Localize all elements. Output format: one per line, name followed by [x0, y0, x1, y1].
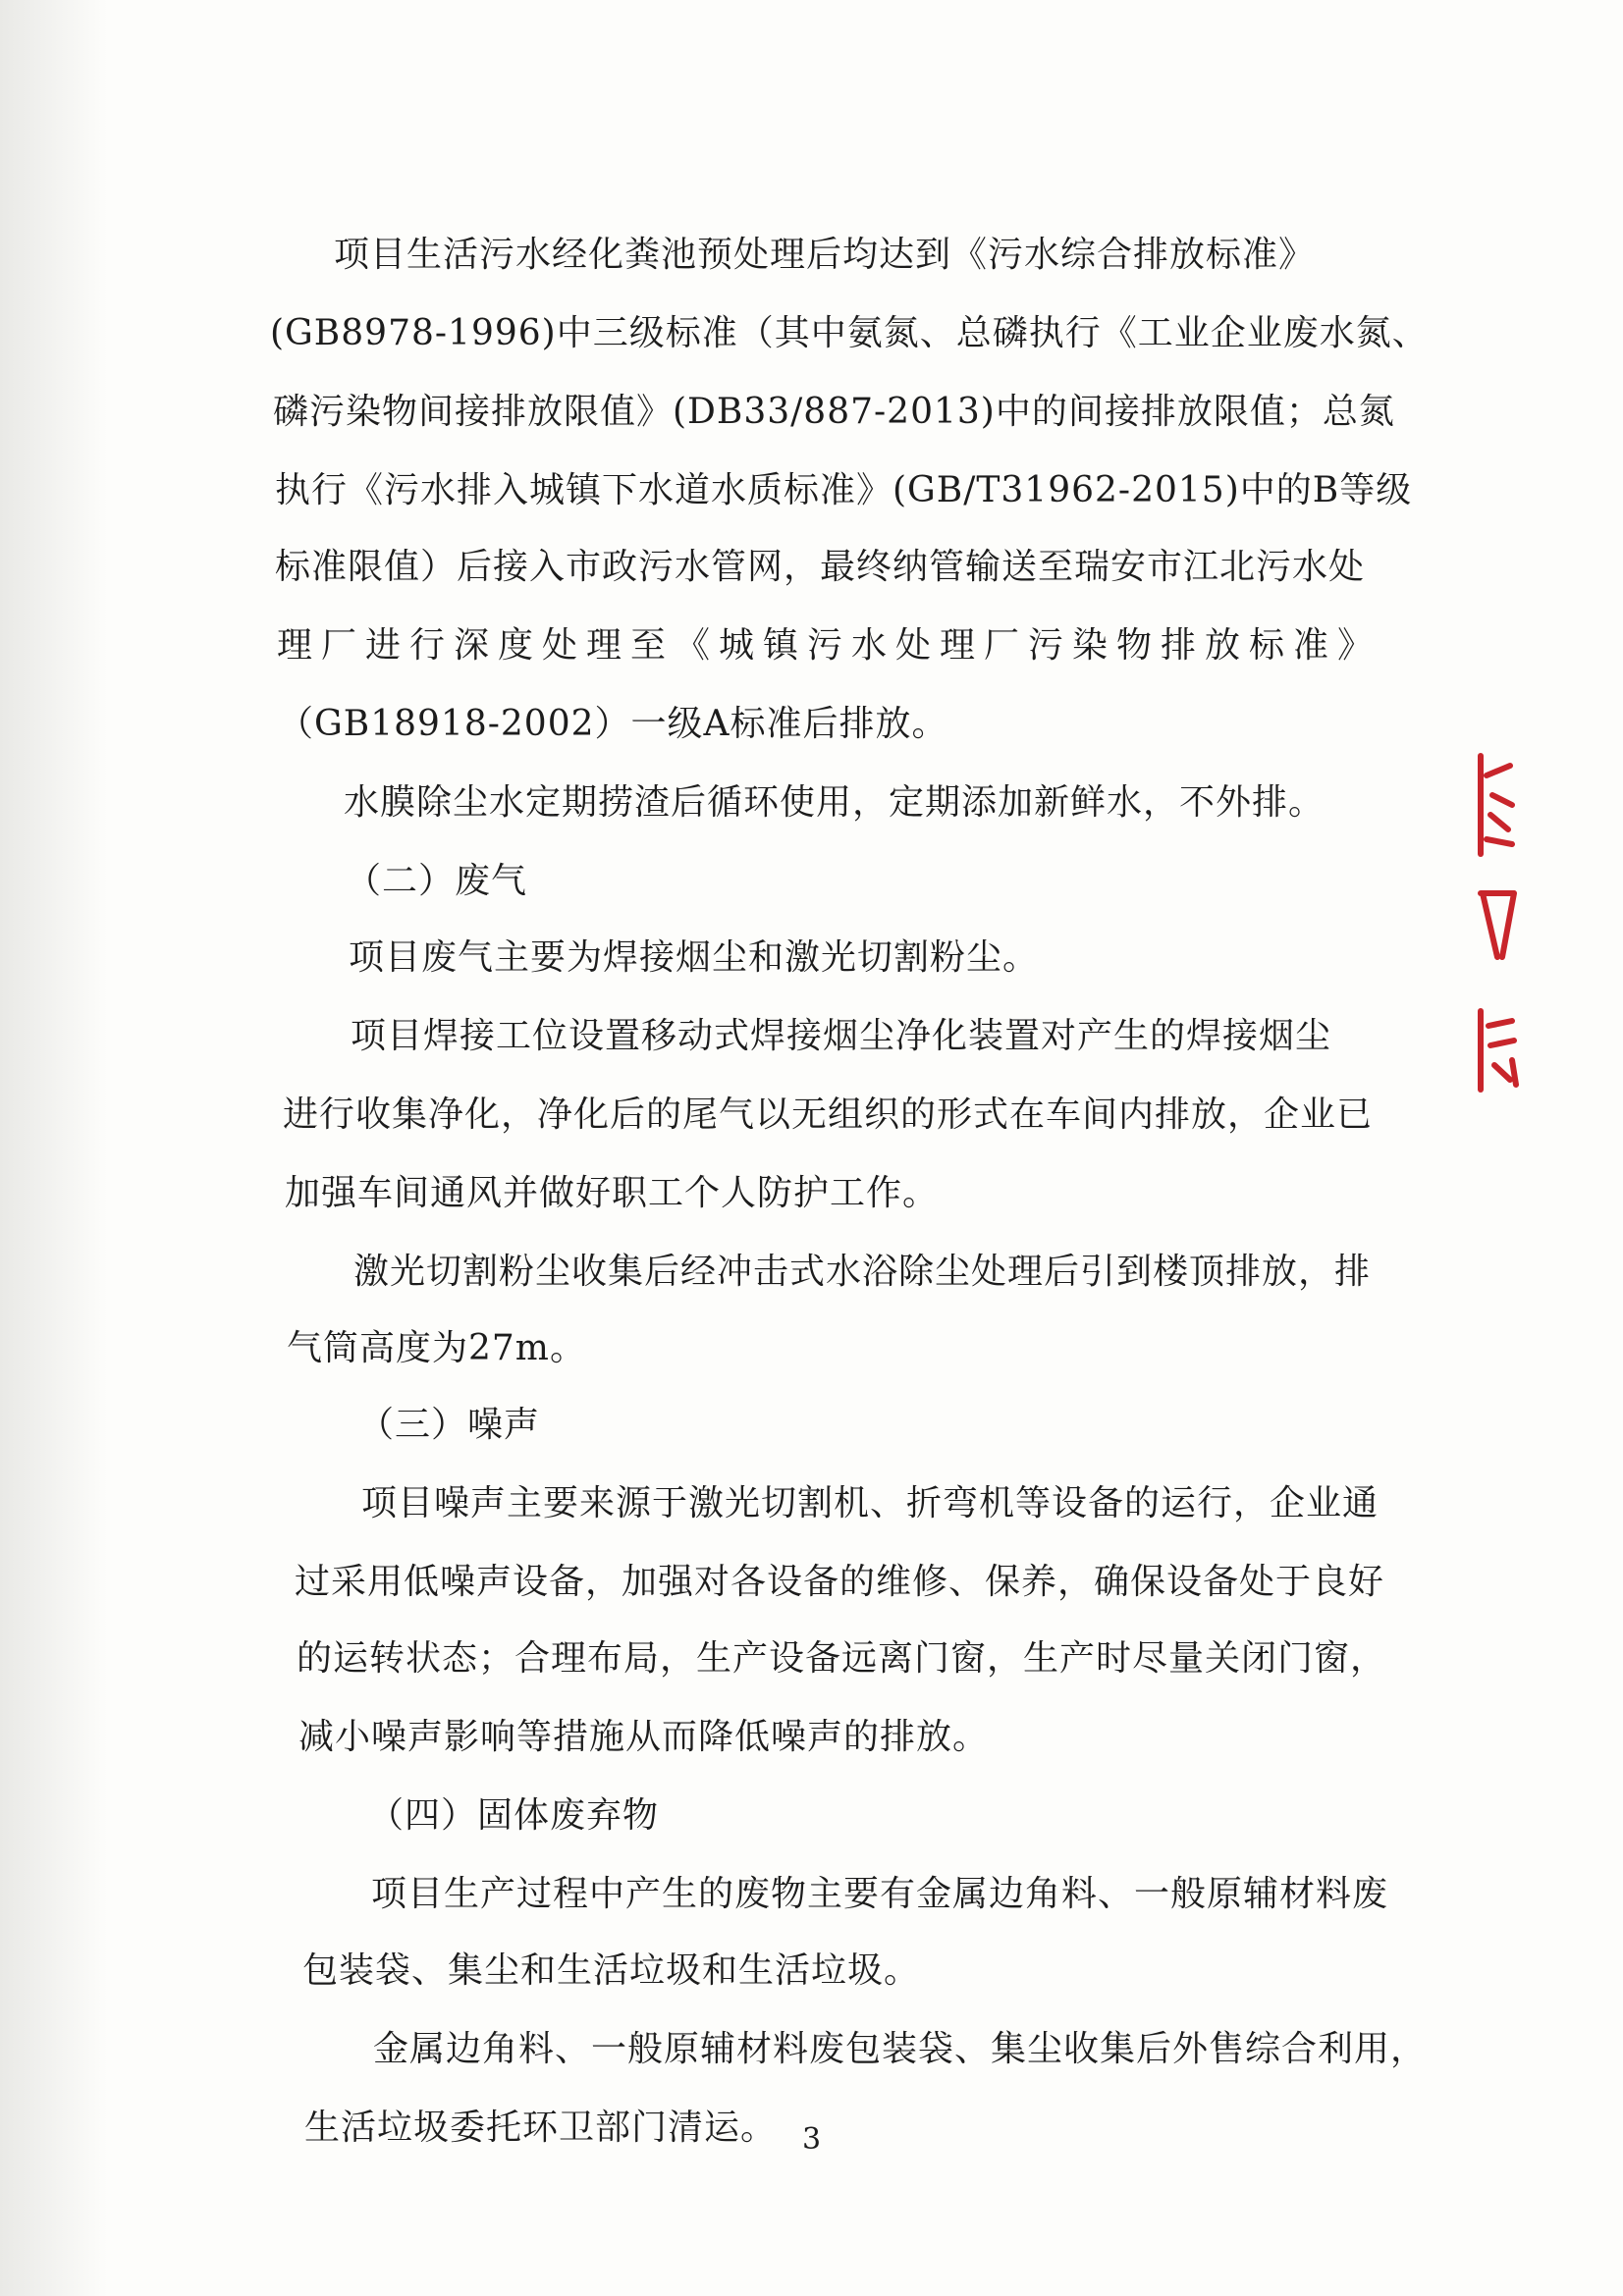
- paragraph-line: (GB8978-1996)中三级标准（其中氨氮、总磷执行《工业企业废水氮、: [270, 313, 1429, 353]
- paragraph-line: （GB18918-2002）一级A标准后排放。: [278, 704, 948, 744]
- paragraph-line: 激光切割粉尘收集后经冲击式水浴除尘处理后引到楼顶排放，排: [353, 1252, 1372, 1292]
- paragraph-line: 项目生产过程中产生的废物主要有金属边角料、一般原辅材料废: [371, 1874, 1389, 1914]
- section-heading: （二）废气: [346, 861, 528, 901]
- scan-edge-shadow: [0, 0, 108, 2296]
- section-heading: （三）噪声: [358, 1405, 541, 1445]
- page-number: 3: [801, 2122, 822, 2157]
- paragraph-line: 项目焊接工位设置移动式焊接烟尘净化装置对产生的焊接烟尘: [351, 1016, 1332, 1056]
- paragraph-line: 减小噪声影响等措施从而降低噪声的排放。: [298, 1717, 990, 1757]
- paragraph-line: 标准限值）后接入市政污水管网，最终纳管输送至瑞安市江北污水处: [275, 547, 1366, 587]
- red-seal-fragment-icon: [1473, 746, 1522, 1099]
- paragraph-line: 理厂进行深度处理至《城镇污水处理厂污染物排放标准》: [277, 625, 1382, 666]
- paragraph-line: 包装袋、集尘和生活垃圾和生活垃圾。: [302, 1950, 921, 1991]
- section-heading: （四）固体废弃物: [368, 1795, 660, 1836]
- paragraph-line: 执行《污水排入城镇下水道水质标准》(GB/T31962-2015)中的B等级: [275, 470, 1413, 510]
- paragraph-line: 项目废气主要为焊接烟尘和激光切割粉尘。: [349, 937, 1040, 978]
- paragraph-line: 进行收集净化，净化后的尾气以无组织的形式在车间内排放，企业已: [283, 1095, 1374, 1135]
- paragraph-line: 的运转状态；合理布局，生产设备远离门窗，生产时尽量关闭门窗，: [297, 1638, 1387, 1679]
- paragraph-line: 项目生活污水经化粪池预处理后均达到《污水综合排放标准》: [334, 235, 1316, 275]
- paragraph-line: 磷污染物间接排放限值》(DB33/887-2013)中的间接排放限值；总氮: [273, 392, 1395, 432]
- paragraph-line: 项目噪声主要来源于激光切割机、折弯机等设备的运行，企业通: [361, 1483, 1380, 1523]
- paragraph-line: 气筒高度为27m。: [287, 1328, 586, 1368]
- paragraph-line: 金属边角料、一般原辅材料废包装袋、集尘收集后外售综合利用，: [373, 2029, 1428, 2069]
- paragraph-line: 生活垃圾委托环卫部门清运。: [304, 2108, 778, 2148]
- paragraph-line: 加强车间通风并做好职工个人防护工作。: [285, 1173, 940, 1213]
- paragraph-line: 水膜除尘水定期捞渣后循环使用，定期添加新鲜水，不外排。: [344, 782, 1325, 823]
- paragraph-line: 过采用低噪声设备，加强对各设备的维修、保养，确保设备处于良好: [295, 1562, 1385, 1602]
